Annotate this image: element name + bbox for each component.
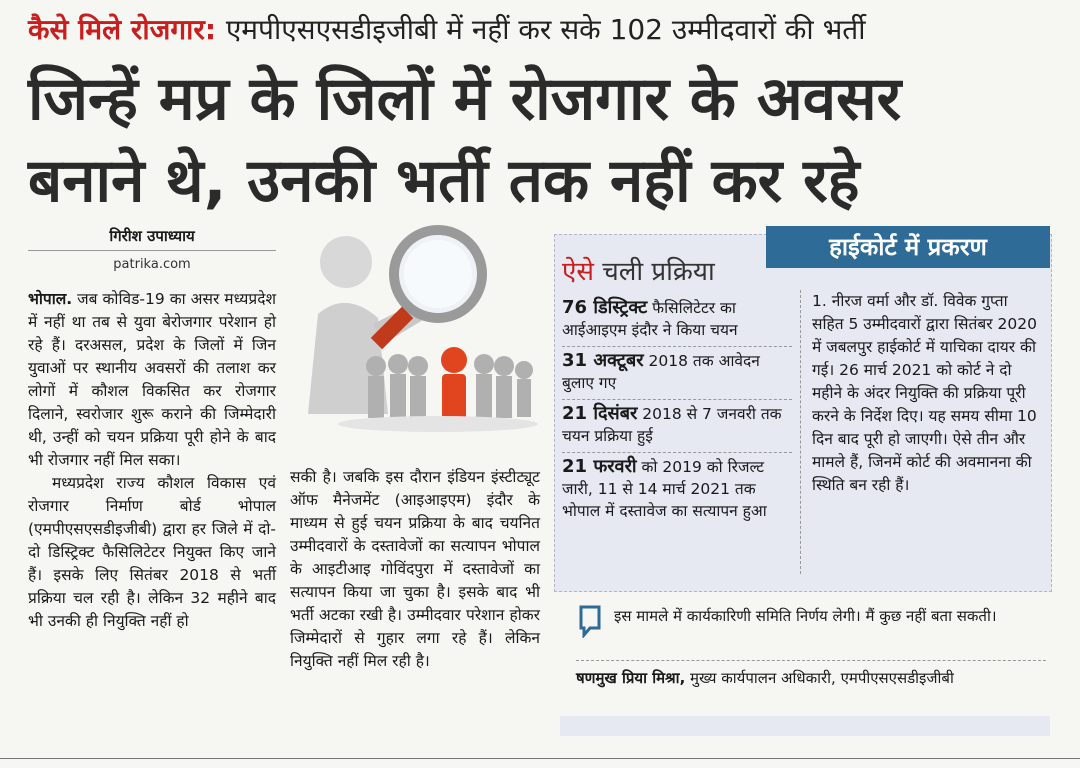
- article-column-1: [28, 288, 276, 633]
- article-column-2: [290, 466, 540, 673]
- highcourt-tab: हाईकोर्ट में प्रकरण: [766, 226, 1050, 268]
- article-para-3: सकी है। जबकि इस दौरान इंडियन इंस्टीट्यूट ऑफ मैनेजमेंट (आइआइएम) इंदौर के माध्यम से हुई चयन प्रक्रिया के बाद चयनित उम्मीदवारों के दस्तावेजों का सत्यापन भोपाल के आइटीआइ गोविंदपुरा में दस्तावेजों का सत्यापन किया जा चुका है। इसके बाद भी भर्ती अटका रखी है। उम्मीदवार परेशान होकर जिम्मेदारों से गुहार लगा रहे हैं। लेकिन नियुक्ति नहीं मिल रही है।: [290, 468, 540, 670]
- headline-line-1: जिन्हें मप्र के जिलों में रोजगार के अवसर: [28, 64, 902, 134]
- process-title: [562, 252, 715, 288]
- headline-line-2: बनाने थे, उनकी भर्ती तक नहीं कर रहे: [28, 146, 860, 216]
- bottom-rule: [0, 758, 1080, 759]
- process-item: 31 अक्टूबर 2018 तक आवेदन बुलाए गए: [562, 347, 792, 400]
- kicker-label: कैसे मिले रोजगार:: [28, 13, 217, 46]
- footer-band: [560, 716, 1050, 736]
- quote-divider: [576, 660, 1046, 661]
- quote-author: षणमुख प्रिया मिश्रा,: [576, 669, 686, 687]
- process-item: 21 दिसंबर 2018 से 7 जनवरी तक चयन प्रक्रिया हुई: [562, 400, 792, 453]
- process-item: 76 डिस्ट्रिक्ट फैसिलिटेटर का आईआइएम इंदौर ने किया चयन: [562, 294, 792, 347]
- process-item: 21 फरवरी को 2019 को रिजल्ट जारी, 11 से 14 मार्च 2021 तक भोपाल में दस्तावेज का सत्यापन हुआ: [562, 456, 767, 520]
- quote-icon: [578, 604, 602, 638]
- site-name: patrika.com: [113, 257, 191, 272]
- highcourt-text: 1. नीरज वर्मा और डॉ. विवेक गुप्ता सहित 5 उम्मीदवारों द्वारा सितंबर 2020 में जबलपुर हाईकोर्ट में याचिका दायर की गई। 26 मार्च 2021 को कोर्ट ने दो महीने के अंदर नियुक्ति की प्रक्रिया पूरी करने के निर्देश दिए। यह समय सीमा 10 दिन बाद पूरी हो जाएगी। ऐसे तीन और मामले हैं, जिनमें कोर्ट की अवमानना की स्थिति बन रही हैं।: [812, 292, 1037, 494]
- author-name: गिरीश उपाध्याय: [28, 226, 276, 251]
- magnifier-crowd-illustration: [288, 214, 538, 454]
- process-title-rest: चली प्रक्रिया: [602, 257, 715, 287]
- process-list: [562, 294, 792, 527]
- article-para-2: मध्यप्रदेश राज्य कौशल विकास एवं रोजगार निर्माण बोर्ड भोपाल (एमपीएसएसडीइजीबी) द्वारा हर जिले में दो-दो डिस्ट्रिक्ट फैसिलिटेटर नियुक्त किए जाने हैं। इसके लिए सितंबर 2018 से भर्ती प्रक्रिया चल रही है। लेकिन 32 महीने बाद भी उनकी ही नियुक्ति नहीं हो: [28, 474, 276, 630]
- dateline: भोपाल.: [28, 290, 73, 308]
- kicker-text: एमपीएसएसडीइजीबी में नहीं कर सके 102 उम्मीदवारों की भर्ती: [225, 13, 866, 46]
- article-para-1: जब कोविड-19 का असर मध्यप्रदेश में नहीं था तब से युवा बेरोजगार परेशान हो रहे हैं। दरअसल, प्रदेश के जिलों में जिन युवाओं पर स्थानीय अवसरों की तलाश कर लोगों में कौशल विकसित कर रोजगार दिलाने, स्वरोजार शुरू कराने की जिम्मेदारी थी, उन्हीं को चयन प्रक्रिया पूरी होने के बाद भी रोजगार नहीं मिल सका।: [28, 290, 276, 469]
- quote-role: मुख्य कार्यपालन अधिकारी, एमपीएसएसडीइजीबी: [690, 669, 954, 687]
- kicker: [28, 10, 865, 48]
- column-divider: [800, 290, 801, 574]
- byline: [28, 226, 276, 272]
- quote-text: इस मामले में कार्यकारिणी समिति निर्णय लेगी। मैं कुछ नहीं बता सकती।: [614, 607, 997, 625]
- headline: [28, 58, 1068, 222]
- process-title-red: ऐसे: [562, 257, 594, 287]
- quote-attribution: [576, 668, 1056, 688]
